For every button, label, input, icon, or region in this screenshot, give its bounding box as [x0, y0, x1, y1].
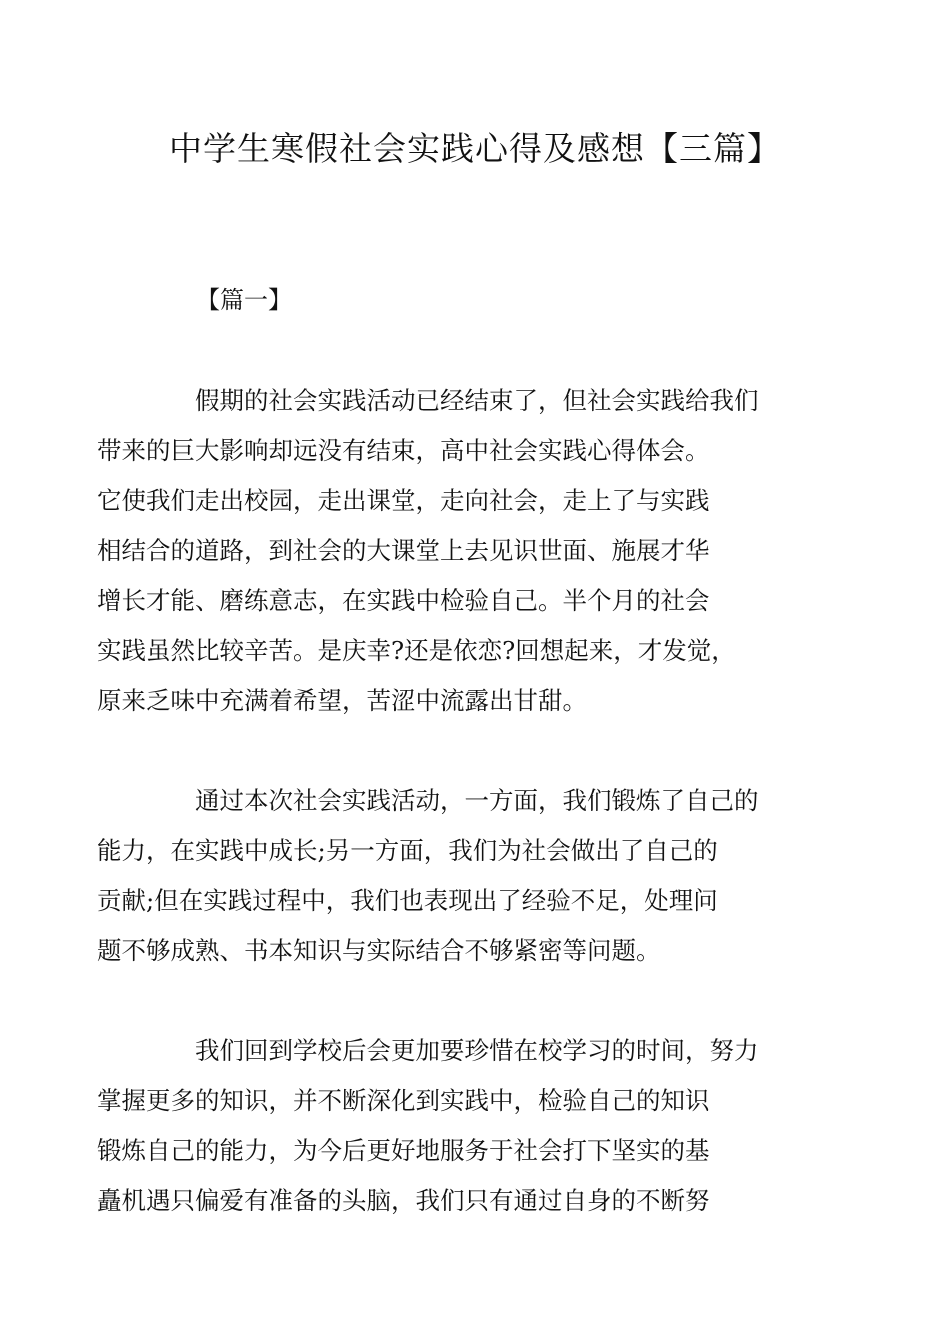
paragraph-3 [97, 1026, 818, 1226]
paragraph-line: 增长才能、磨练意志，在实践中检验自己。半个月的社会 [97, 586, 710, 615]
paragraph-line: 实践虽然比较辛苦。是庆幸?还是依恋?回想起来，才发觉， [97, 636, 736, 665]
paragraph-line: 带来的巨大影响却远没有结束，高中社会实践心得体会。 [97, 436, 710, 465]
paragraph-line: 矗机遇只偏爱有准备的头脑，我们只有通过自身的不断努 [97, 1186, 710, 1215]
paragraph-2 [97, 776, 818, 976]
paragraph-line: 通过本次社会实践活动，一方面，我们锻炼了自己的 [195, 786, 759, 815]
paragraph-line: 能力，在实践中成长;另一方面，我们为社会做出了自己的 [97, 836, 718, 865]
section-label: 【篇一】 [196, 286, 292, 314]
paragraph-1 [97, 376, 818, 726]
paragraph-line: 原来乏味中充满着希望，苦涩中流露出甘甜。 [97, 686, 587, 715]
paragraph-line: 我们回到学校后会更加要珍惜在校学习的时间，努力 [195, 1036, 759, 1065]
paragraph-line: 相结合的道路，到社会的大课堂上去见识世面、施展才华 [97, 536, 710, 565]
paragraph-line: 它使我们走出校园，走出课堂，走向社会，走上了与实践 [97, 486, 710, 515]
document-title: 中学生寒假社会实践心得及感想【三篇】 [169, 129, 781, 168]
paragraph-line: 掌握更多的知识，并不断深化到实践中，检验自己的知识 [97, 1086, 710, 1115]
paragraph-line: 贡献;但在实践过程中，我们也表现出了经验不足，处理问 [97, 886, 718, 915]
paragraph-line: 锻炼自己的能力，为今后更好地服务于社会打下坚实的基 [97, 1136, 710, 1165]
paragraph-line: 假期的社会实践活动已经结束了，但社会实践给我们 [195, 386, 759, 415]
paragraph-line: 题不够成熟、书本知识与实际结合不够紧密等问题。 [97, 936, 661, 965]
